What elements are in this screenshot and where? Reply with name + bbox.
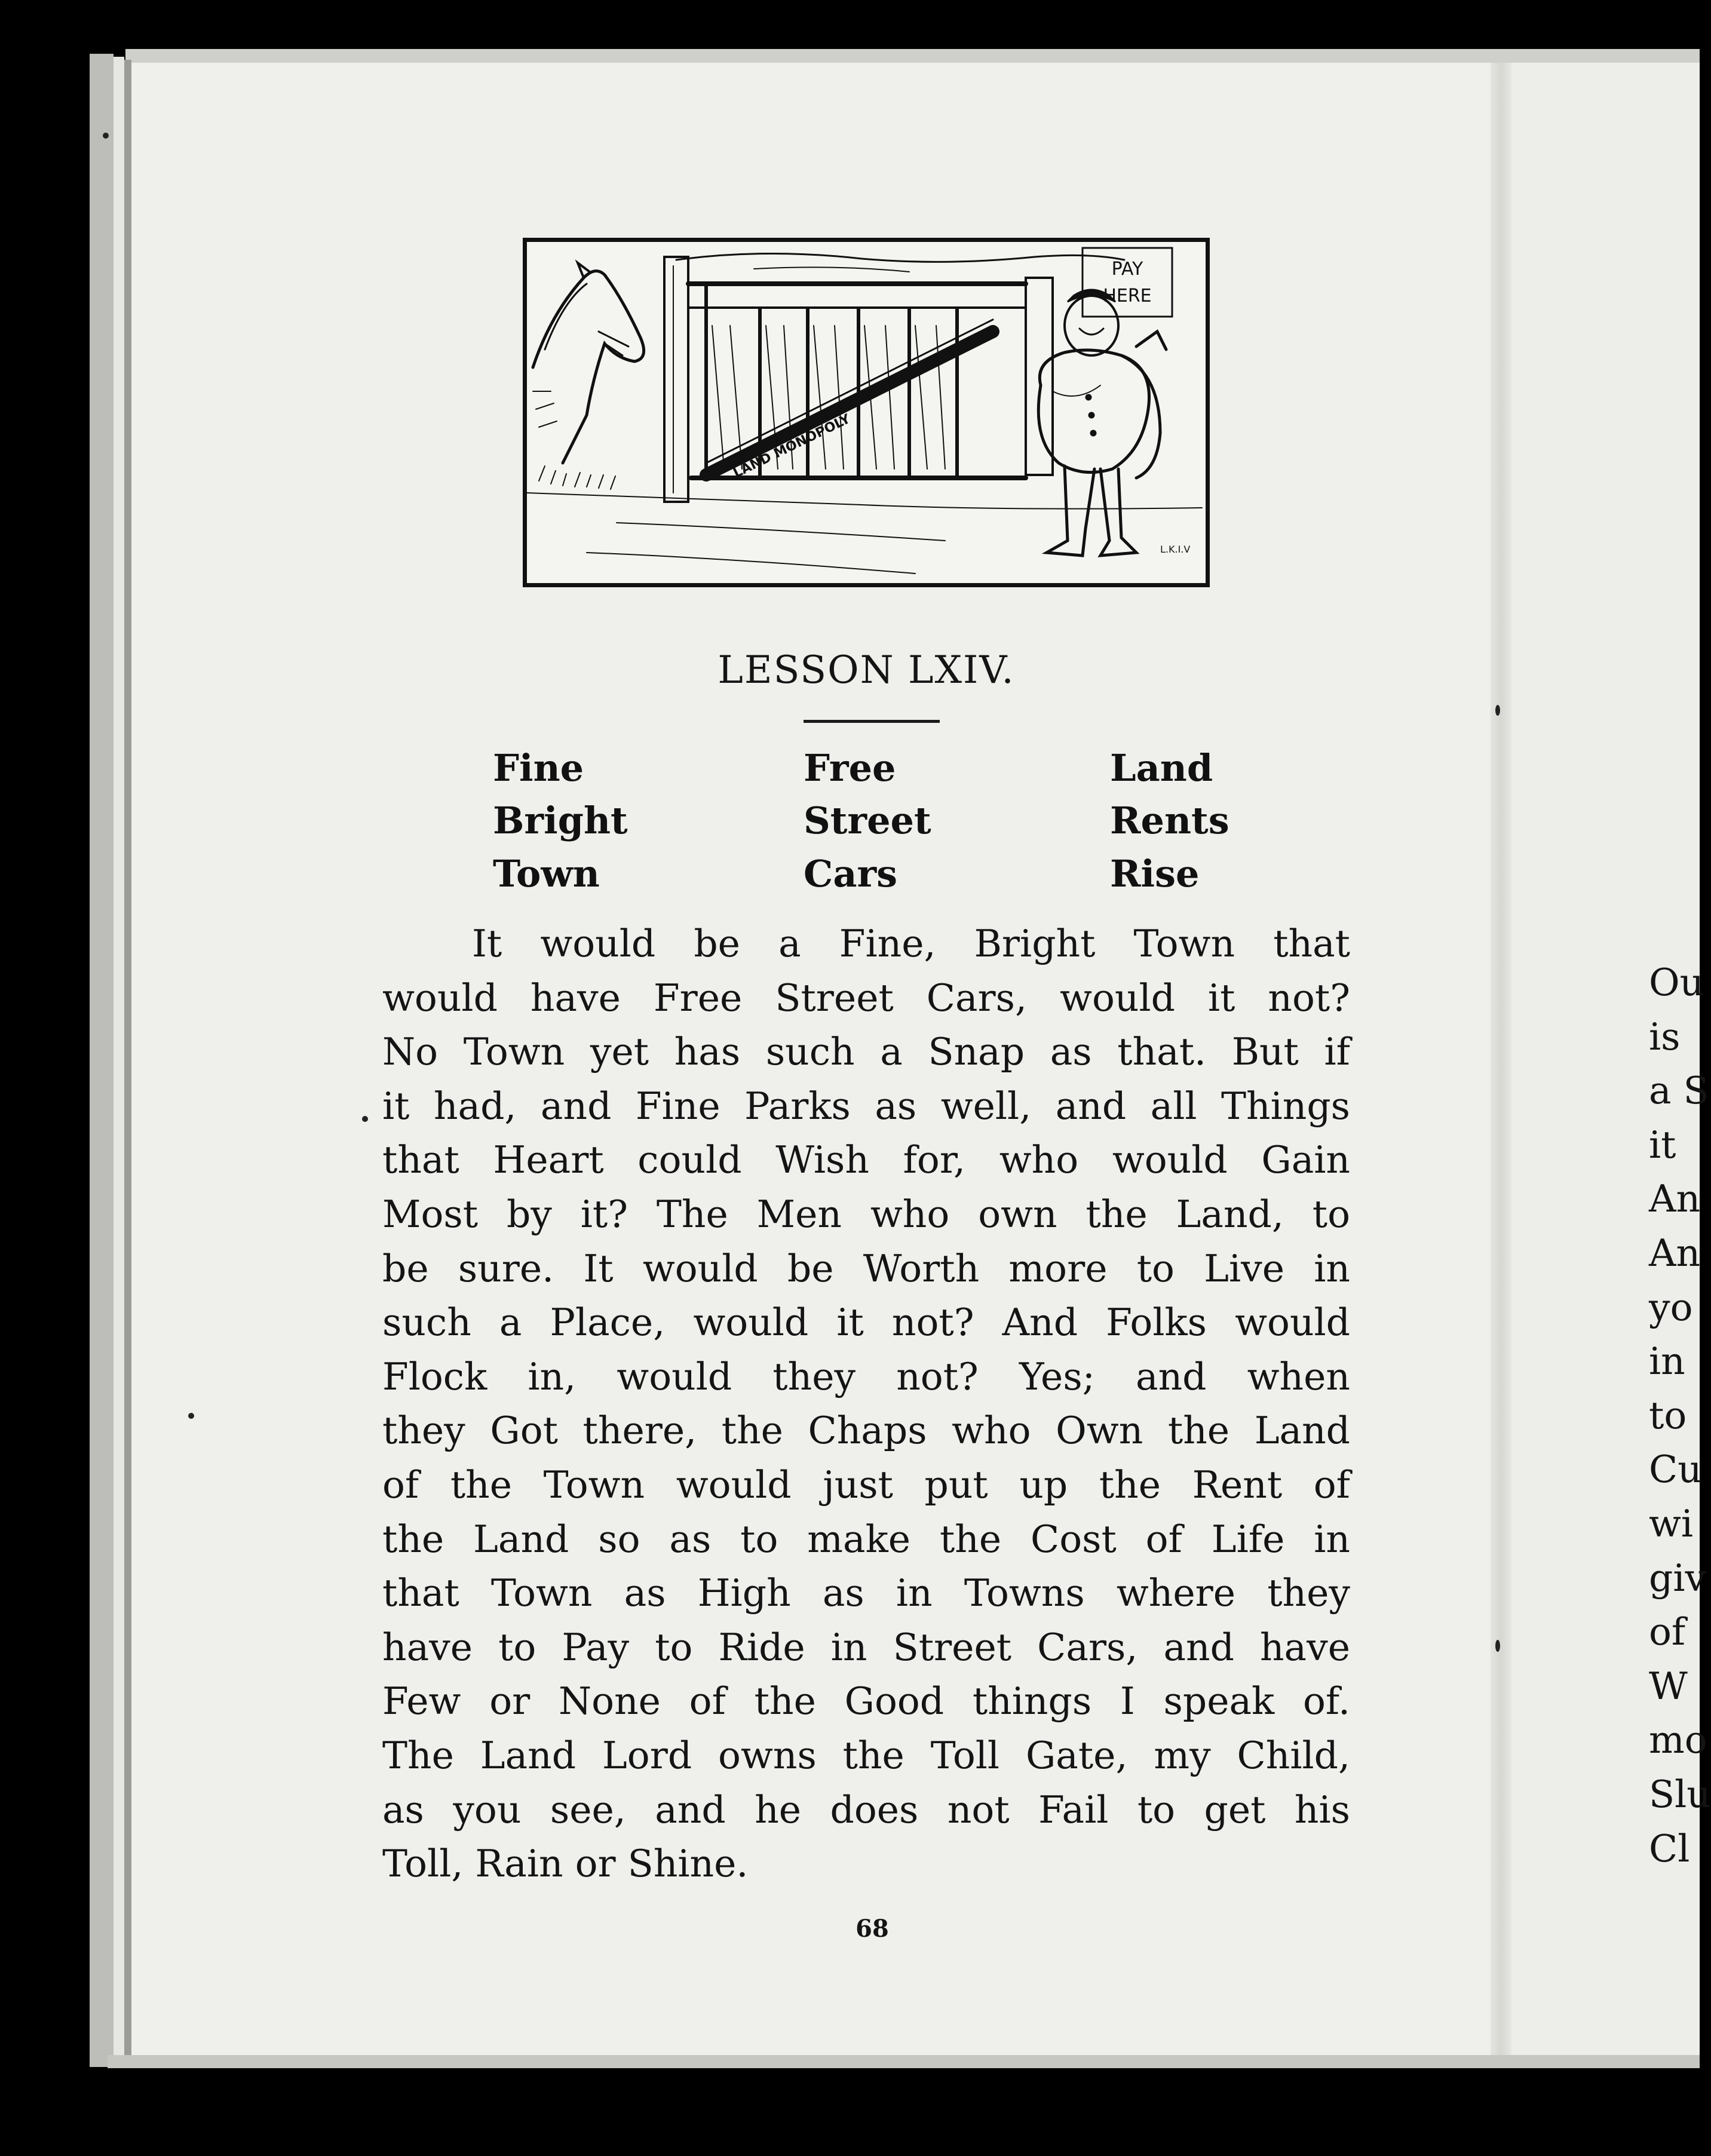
right-page-fragment: An bbox=[1649, 1231, 1701, 1275]
paragraph-line: Most by it? The Men who own the Land, to bbox=[382, 1192, 1350, 1236]
vocab-word: Town bbox=[493, 852, 600, 895]
right-page-fragment: of bbox=[1649, 1610, 1686, 1654]
artist-signature: L.K.I.V bbox=[1160, 544, 1191, 555]
paragraph-line: No Town yet has such a Snap as that. But if bbox=[382, 1030, 1350, 1074]
gate-board-text: LAND MONOPOLY bbox=[731, 411, 853, 482]
scan-speck bbox=[103, 133, 109, 139]
right-page-fragment: it bbox=[1649, 1123, 1676, 1167]
right-page-fragment: wi bbox=[1649, 1501, 1694, 1545]
lesson-paragraph bbox=[382, 917, 1350, 1891]
right-page-fragment: Ou bbox=[1649, 961, 1704, 1004]
scan-speck bbox=[1495, 1640, 1500, 1652]
paragraph-line: be sure. It would be Worth more to Live in bbox=[382, 1246, 1350, 1290]
vocab-word: Rise bbox=[1110, 852, 1200, 895]
right-page-fragment: W bbox=[1649, 1664, 1688, 1708]
right-page-text bbox=[1649, 956, 1711, 1876]
paragraph-line: Flock in, would they not? Yes; and when bbox=[382, 1354, 1350, 1399]
illustration-drawing bbox=[527, 242, 1206, 583]
title-rule bbox=[804, 720, 940, 723]
paragraph-line: Toll, Rain or Shine. bbox=[382, 1842, 749, 1886]
book-gutter bbox=[1491, 63, 1511, 2061]
paragraph-line: The Land Lord owns the Toll Gate, my Child, bbox=[382, 1733, 1350, 1777]
scan-speck bbox=[188, 1413, 194, 1419]
paragraph-line: they Got there, the Chaps who Own the Land bbox=[382, 1409, 1350, 1453]
paragraph-line: that Heart could Wish for, who would Gain bbox=[382, 1138, 1350, 1182]
book-edge bbox=[90, 54, 114, 2067]
right-page-fragment: in bbox=[1649, 1339, 1685, 1384]
toll-gate-illustration bbox=[523, 238, 1210, 587]
paragraph-line: It would be a Fine, Bright Town that bbox=[472, 922, 1350, 965]
vocab-word: Street bbox=[804, 799, 931, 842]
book-edge bbox=[124, 60, 131, 2061]
right-page-fragment: a S bbox=[1649, 1069, 1709, 1113]
vocab-word: Fine bbox=[493, 746, 584, 790]
right-page-fragment: mo bbox=[1649, 1718, 1707, 1762]
vocab-word: Land bbox=[1110, 746, 1213, 790]
vocab-word: Bright bbox=[493, 799, 628, 842]
here-sign-text: HERE bbox=[1103, 286, 1152, 306]
paragraph-line: such a Place, would it not? And Folks would bbox=[382, 1301, 1350, 1345]
paragraph-line: Few or None of the Good things I speak of. bbox=[382, 1679, 1350, 1723]
right-page-fragment: is bbox=[1649, 1014, 1681, 1059]
scan-speck bbox=[1495, 705, 1500, 716]
right-page-fragment: to bbox=[1649, 1393, 1687, 1437]
right-page-fragment: giv bbox=[1649, 1556, 1707, 1600]
right-page-fragment: Cl bbox=[1649, 1826, 1690, 1870]
page-number: 68 bbox=[856, 1915, 889, 1943]
book-edge bbox=[114, 57, 124, 2064]
scan-speck bbox=[362, 1116, 368, 1122]
vocab-word: Cars bbox=[804, 852, 898, 895]
page-bottom-edge bbox=[108, 2055, 1700, 2068]
right-page-fragment: Slu bbox=[1649, 1772, 1711, 1816]
paragraph-line: as you see, and he does not Fail to get his bbox=[382, 1787, 1350, 1832]
vocab-word: Free bbox=[804, 746, 896, 790]
pay-sign-text: PAY bbox=[1111, 259, 1143, 280]
right-page-fragment: Cu bbox=[1649, 1447, 1702, 1492]
right-page-fragment: An bbox=[1649, 1177, 1701, 1221]
vocab-word: Rents bbox=[1110, 799, 1229, 842]
paragraph-line: of the Town would just put up the Rent of bbox=[382, 1462, 1350, 1507]
paragraph-line: it had, and Fine Parks as well, and all Things bbox=[382, 1084, 1350, 1128]
paragraph-line: would have Free Street Cars, would it not? bbox=[382, 976, 1350, 1020]
paragraph-line: the Land so as to make the Cost of Life in bbox=[382, 1517, 1350, 1561]
paragraph-line: that Town as High as in Towns where they bbox=[382, 1571, 1350, 1615]
lesson-title: LESSON LXIV. bbox=[717, 648, 1015, 692]
right-page-fragment: yo bbox=[1649, 1285, 1693, 1329]
paragraph-line: have to Pay to Ride in Street Cars, and have bbox=[382, 1625, 1350, 1669]
